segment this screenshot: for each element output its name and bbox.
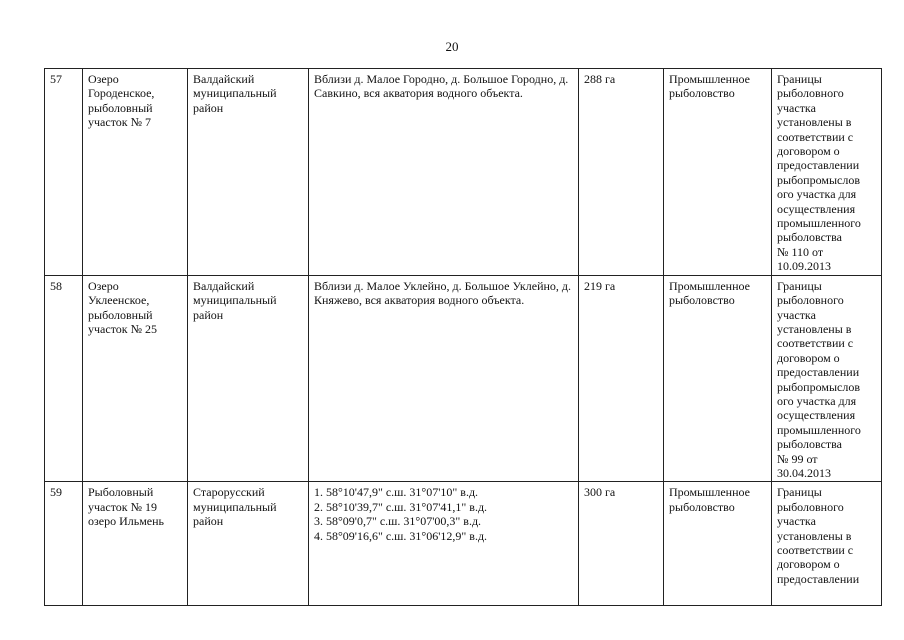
table-row bbox=[45, 275, 882, 482]
row-number: 57 bbox=[45, 69, 83, 276]
coordinate-point: 3. 58°09'0,7" с.ш. 31°07'00,3" в.д. bbox=[314, 514, 482, 529]
district: Валдайский муниципальный район bbox=[188, 275, 309, 482]
usage-type: Промышленное рыболовство bbox=[664, 69, 772, 276]
usage-type: Промышленное рыболовство bbox=[664, 482, 772, 606]
table-row bbox=[45, 69, 882, 276]
area-name: Рыболовный участок № 19 озеро Ильмень bbox=[83, 482, 188, 606]
coordinate-point: 1. 58°10'47,9" с.ш. 31°07'10" в.д. bbox=[314, 485, 479, 500]
usage-type: Промышленное рыболовство bbox=[664, 275, 772, 482]
district: Старорусский муниципальный район bbox=[188, 482, 309, 606]
area-size: 300 га bbox=[579, 482, 664, 606]
district: Валдайский муниципальный район bbox=[188, 69, 309, 276]
area-name: Озеро Городенское, рыболовный участок № 7 bbox=[83, 69, 188, 276]
boundary-note: Границы рыболовного участка установлены в соответствии с договором о предоставлении bbox=[772, 482, 882, 606]
page-number: 20 bbox=[445, 39, 459, 54]
boundary-note: Границы рыболовного участка установлены в соответствии с договором о предоставлении рыбопромыслов ого участка для осуществления промышленного рыболовства № 110 от 10.09.2013 bbox=[772, 69, 882, 276]
row-number: 58 bbox=[45, 275, 83, 482]
area-description: Вблизи д. Малое Уклейно, д. Большое Уклейно, д. Княжево, вся акватория водного объекта. bbox=[309, 275, 579, 482]
coordinate-point: 2. 58°10'39,7" с.ш. 31°07'41,1" в.д. bbox=[314, 499, 488, 514]
table-row bbox=[45, 482, 882, 606]
coordinate-point: 4. 58°09'16,6" с.ш. 31°06'12,9" в.д. bbox=[314, 528, 488, 543]
row-number: 59 bbox=[45, 482, 83, 606]
area-description: Вблизи д. Малое Городно, д. Большое Городно, д. Савкино, вся акватория водного объекта. bbox=[309, 69, 579, 276]
fishing-areas-table bbox=[44, 68, 882, 606]
area-size: 288 га bbox=[579, 69, 664, 276]
boundary-note: Границы рыболовного участка установлены в соответствии с договором о предоставлении рыбопромыслов ого участка для осуществления промышленного рыболовства № 99 от 30.04.2013 bbox=[772, 275, 882, 482]
area-name: Озеро Уклеенское, рыболовный участок № 25 bbox=[83, 275, 188, 482]
area-size: 219 га bbox=[579, 275, 664, 482]
coordinate-list bbox=[309, 482, 579, 606]
